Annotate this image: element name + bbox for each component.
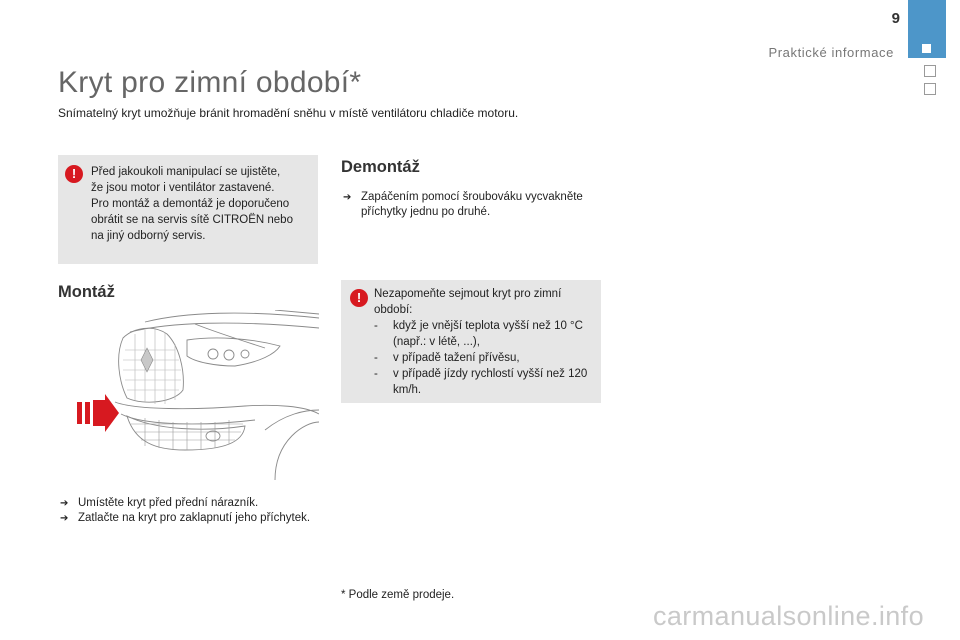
- bullet-arrow-icon: ➔: [60, 513, 69, 524]
- bullet-arrow-icon: ➔: [60, 498, 69, 509]
- list-item: - v případě jízdy rychlostí vyšší než 120 km/h.: [374, 368, 588, 396]
- demontaz-steps: [341, 190, 611, 220]
- warning-line: Pro montáž a demontáž je doporučeno: [91, 198, 290, 210]
- heading-demontaz: Demontáž: [341, 158, 420, 176]
- warning-box-remove-cover: [341, 280, 601, 403]
- warning-condition: v případě jízdy rychlostí vyšší než 120 km/h.: [393, 368, 588, 396]
- warning-text: [374, 286, 596, 398]
- tab-marker-icon: [922, 44, 931, 53]
- list-item: - v případě tažení přívěsu,: [374, 352, 520, 364]
- warning-line: že jsou motor i ventilátor zastavené.: [91, 182, 275, 194]
- list-item: [58, 511, 318, 526]
- warning-condition: když je vnější teplota vyšší než 10 °C (např.: v létě, ...),: [393, 320, 583, 348]
- chapter-tab-empty-1[interactable]: [924, 65, 936, 77]
- heading-montaz: Montáž: [58, 283, 115, 301]
- car-front-illustration: [75, 310, 319, 480]
- warning-box-handling: [58, 155, 318, 264]
- page-number: 9: [891, 10, 900, 27]
- bullet-arrow-icon: ➔: [343, 192, 352, 203]
- watermark: carmanualsonline.info: [652, 601, 924, 631]
- warning-line: Před jakoukoli manipulací se ujistěte,: [91, 166, 281, 178]
- list-item: [341, 190, 611, 220]
- red-arrow-icon: [77, 394, 119, 432]
- chapter-tab-empty-2[interactable]: [924, 83, 936, 95]
- montaz-step-text: Umístěte kryt před přední nárazník.: [78, 497, 259, 509]
- list-item: [58, 496, 318, 511]
- list-item: - když je vnější teplota vyšší než 10 °C (např.: v létě, ...),: [374, 320, 583, 348]
- montaz-steps: [58, 496, 318, 526]
- warning-exclamation-icon: !: [65, 165, 83, 183]
- page-title: Kryt pro zimní období*: [58, 66, 362, 99]
- section-title: Praktické informace: [768, 45, 894, 60]
- intro-text: Snímatelný kryt umožňuje bránit hromadění sněhu v místě ventilátoru chladiče motoru.: [58, 106, 519, 120]
- warning-text: [91, 164, 313, 244]
- montaz-step-text: Zatlačte na kryt pro zaklapnutí jeho příchytek.: [78, 512, 311, 524]
- demontaz-step-text: Zapáčením pomocí šroubováku vycvakněte příchytky jednu po druhé.: [361, 191, 583, 218]
- warning-exclamation-icon: !: [350, 289, 368, 307]
- warning-line: obrátit se na servis sítě CITROËN nebo: [91, 214, 293, 226]
- chapter-tab-active[interactable]: [908, 0, 946, 58]
- footnote: * Podle země prodeje.: [341, 589, 455, 601]
- warning-intro: Nezapomeňte sejmout kryt pro zimní období:: [374, 288, 562, 316]
- warning-condition: v případě tažení přívěsu,: [393, 352, 520, 364]
- warning-line: na jiný odborný servis.: [91, 230, 206, 242]
